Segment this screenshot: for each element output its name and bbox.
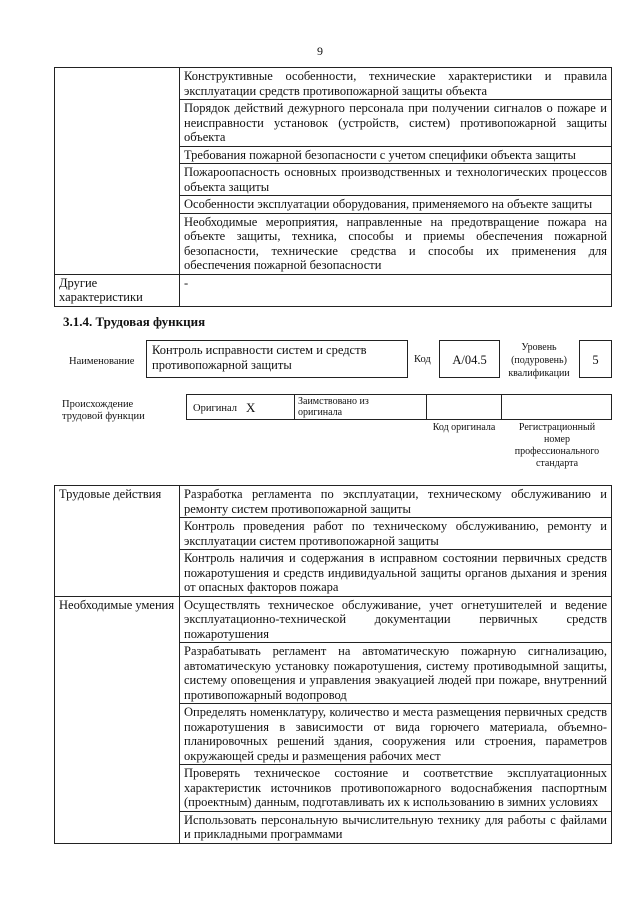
reg-number-label: Регистрационный номер профессионального стандарта [514,422,600,469]
code-label: Код [414,354,431,365]
other-characteristics-label: Другие характеристики [55,274,180,306]
level-value: 5 [579,340,612,378]
skills-label: Необходимые умения [55,596,180,843]
code-original-label: Код оригинала [432,422,496,433]
skill-item: Определять номенклатуру, количество и места размещения первичных средств пожаротушения в зависимости от вида горючего материала, объемно-планировочных решений здания, сооружения или строения, параметров окружающей среды и размещения рабочих мест [180,704,612,765]
original-label: Оригинал [193,403,237,414]
skill-item: Осуществлять техническое обслуживание, учет огнетушителей и ведение эксплуатационно-технической документации первичных средств пожаротушения [180,596,612,643]
knowledge-item: Требования пожарной безопасности с учетом специфики объекта защиты [180,146,612,164]
knowledge-item: Необходимые мероприятия, направленные на предотвращение пожара на объекте защиты, техника, способы и приемы обеспечения пожарной безопасности, технические средства и способы их применения для обеспечения пожарной безопасности [180,213,612,274]
other-characteristics-value: - [180,274,612,306]
knowledge-item: Порядок действий дежурного персонала при получении сигналов о пожаре и неисправности установок (устройств, систем) противопожарной защиты объекта [180,100,612,147]
page-number: 9 [317,44,323,58]
name-label: Наименование [69,356,135,367]
skill-item: Проверять техническое состояние и соответствие эксплуатационных характеристик источников противопожарного водоснабжения паспортным (проектным) данным, подготавливать их к использованию в зимних условиях [180,765,612,812]
actions-label: Трудовые действия [55,486,180,597]
knowledge-item: Конструктивные особенности, технические характеристики и правила эксплуатации средств противопожарной защиты объекта [180,68,612,100]
level-label: Уровень (подуровень) квалификации [508,342,570,379]
empty-label-cell [55,68,180,275]
action-item: Контроль проведения работ по техническому обслуживанию, ремонту и эксплуатации систем противопожарной защиты [180,518,612,550]
divider [426,394,427,420]
divider [294,394,295,420]
function-details-table [54,485,612,844]
action-item: Разработка регламента по эксплуатации, техническому обслуживанию и ремонту систем противопожарной защиты [180,486,612,518]
table-row [55,68,612,100]
table-row [55,486,612,518]
table-row [55,274,612,306]
original-mark: X [246,400,256,415]
knowledge-item: Пожароопасность основных производственных и технологических процессов объекта защиты [180,164,612,196]
function-code: A/04.5 [439,340,500,378]
skill-item: Использовать персональную вычислительную технику для работы с файлами и прикладными программами [180,811,612,843]
knowledge-table [54,67,612,307]
knowledge-item: Особенности эксплуатации оборудования, применяемого на объекте защиты [180,196,612,214]
table-row [55,596,612,643]
skill-item: Разрабатывать регламент на автоматическую пожарную сигнализацию, автоматическую установку пожаротушения, систему противодымной защиты, систему оповещения и управления эвакуацией людей при пожаре, внутренний противопожарный водопровод [180,643,612,704]
function-name: Контроль исправности систем и средств противопожарной защиты [146,340,408,378]
borrowed-label: Заимствовано из оригинала [298,396,369,418]
action-item: Контроль наличия и содержания в исправном состоянии первичных средств пожаротушения и средств индивидуальной защиты органов дыхания и зрения от опасных факторов пожара [180,550,612,597]
divider [501,394,502,420]
section-title: 3.1.4. Трудовая функция [63,314,206,329]
origin-label: Происхождение трудовой функции [62,399,145,422]
